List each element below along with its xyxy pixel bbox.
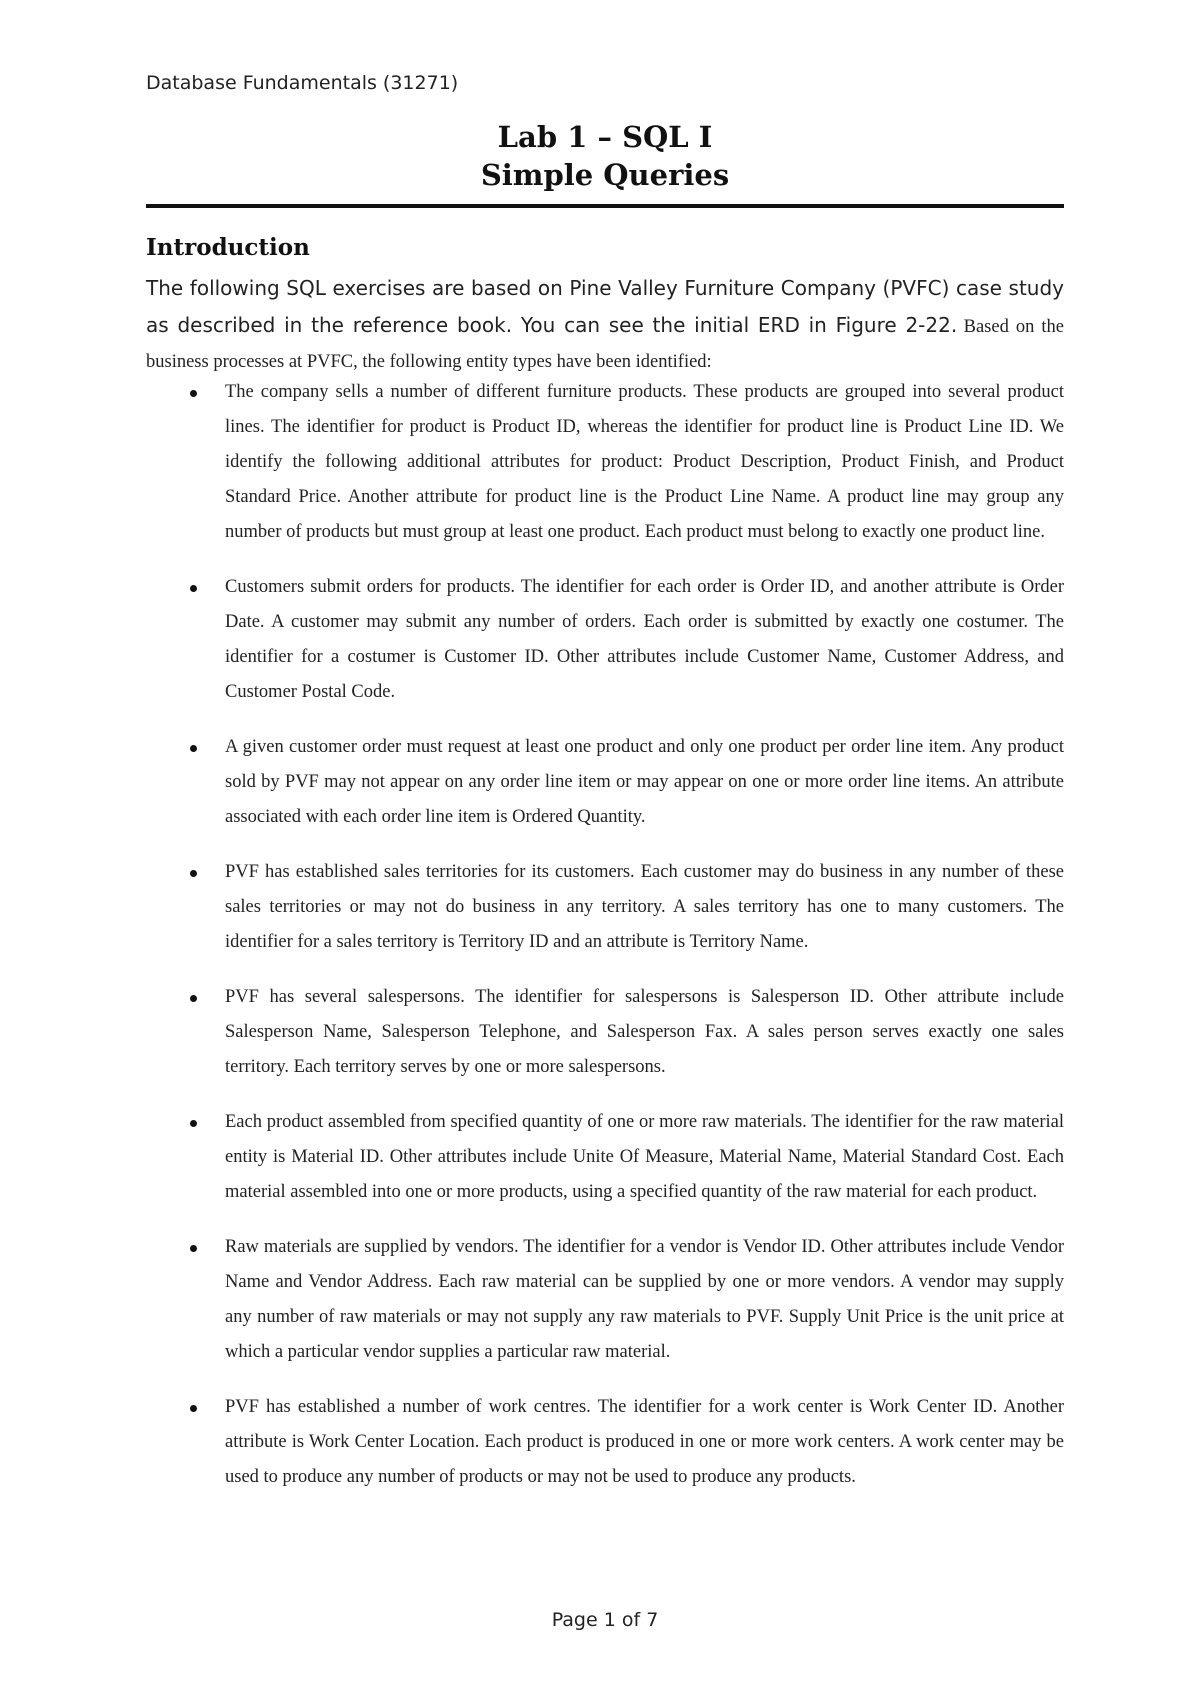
list-item [146, 1105, 1064, 1210]
page-number: Page 1 of 7 [551, 1609, 659, 1631]
intro-paragraph [146, 271, 1064, 380]
list-item [146, 1230, 1064, 1370]
title-line-1: Lab 1 – SQL I [497, 120, 713, 154]
document-title [146, 118, 1064, 194]
bullet-icon [190, 1245, 197, 1252]
list-item-text: PVF has established a number of work centres. The identifier for a work center is Work Center ID. Another attribute is Work Center Location. Each product is produced in one or more work centers. A work center may be used to produce any number of products or may not be used to produce any products. [225, 1397, 1064, 1487]
title-line-2: Simple Queries [480, 158, 730, 192]
bullet-icon [190, 995, 197, 1002]
list-item-text: PVF has several salespersons. The identifier for salespersons is Salesperson ID. Other attribute include Salesperson Name, Salesperson Telephone, and Salesperson Fax. A sales person serves exactly one sales territory. Each territory serves by one or more salespersons. [225, 987, 1064, 1077]
list-item [146, 855, 1064, 960]
list-item-text: PVF has established sales territories for its customers. Each customer may do business in any number of these sales territories or may not do business in any territory. A sales territory has one to many customers. The identifier for a sales territory is Territory ID and an attribute is Territory Name. [225, 862, 1064, 952]
running-header: Database Fundamentals (31271) [146, 72, 459, 94]
bullet-icon [190, 390, 197, 397]
list-item [146, 570, 1064, 710]
list-item [146, 375, 1064, 550]
bullet-icon [190, 1120, 197, 1127]
list-item [146, 1390, 1064, 1495]
list-item-text: Raw materials are supplied by vendors. The identifier for a vendor is Vendor ID. Other attributes include Vendor Name and Vendor Address. Each raw material can be supplied by one or more vendors. A vendor may supply any number of raw materials or may not supply any raw materials to PVF. Supply Unit Price is the unit price at which a particular vendor supplies a particular raw material. [225, 1237, 1064, 1362]
list-item-text: Each product assembled from specified quantity of one or more raw materials. The identifier for the raw material entity is Material ID. Other attributes include Unite Of Measure, Material Name, Material Standard Cost. Each material assembled into one or more products, using a specified quantity of the raw material for each product. [225, 1112, 1064, 1202]
intro-text-sans: The following SQL exercises are based on Pine Valley Furniture Company (PVFC) case study as described in the reference book. You can see the initial ERD in Figure 2-22. [146, 276, 1064, 337]
entity-list [146, 375, 1064, 1515]
bullet-icon [190, 585, 197, 592]
section-heading-introduction: Introduction [146, 234, 310, 261]
intro-text-serif: Based on the business processes at PVFC, the following entity types have been identified: [146, 317, 1065, 372]
bullet-icon [190, 1405, 197, 1412]
list-item [146, 730, 1064, 835]
title-divider [146, 204, 1064, 208]
bullet-icon [190, 745, 197, 752]
list-item [146, 980, 1064, 1085]
list-item-text: The company sells a number of different furniture products. These products are grouped into several product lines. The identifier for product is Product ID, whereas the identifier for product line is Product Line ID. We identify the following additional attributes for product: Product Description, Product Finish, and Product Standard Price. Another attribute for product line is the Product Line Name. A product line may group any number of products but must group at least one product. Each product must belong to exactly one product line. [225, 382, 1064, 542]
list-item-text: A given customer order must request at least one product and only one product per order line item. Any product sold by PVF may not appear on any order line item or may appear on one or more order line items. An attribute associated with each order line item is Ordered Quantity. [225, 737, 1064, 827]
bullet-icon [190, 870, 197, 877]
list-item-text: Customers submit orders for products. The identifier for each order is Order ID, and another attribute is Order Date. A customer may submit any number of orders. Each order is submitted by exactly one costumer. The identifier for a costumer is Customer ID. Other attributes include Customer Name, Customer Address, and Customer Postal Code. [225, 577, 1064, 702]
